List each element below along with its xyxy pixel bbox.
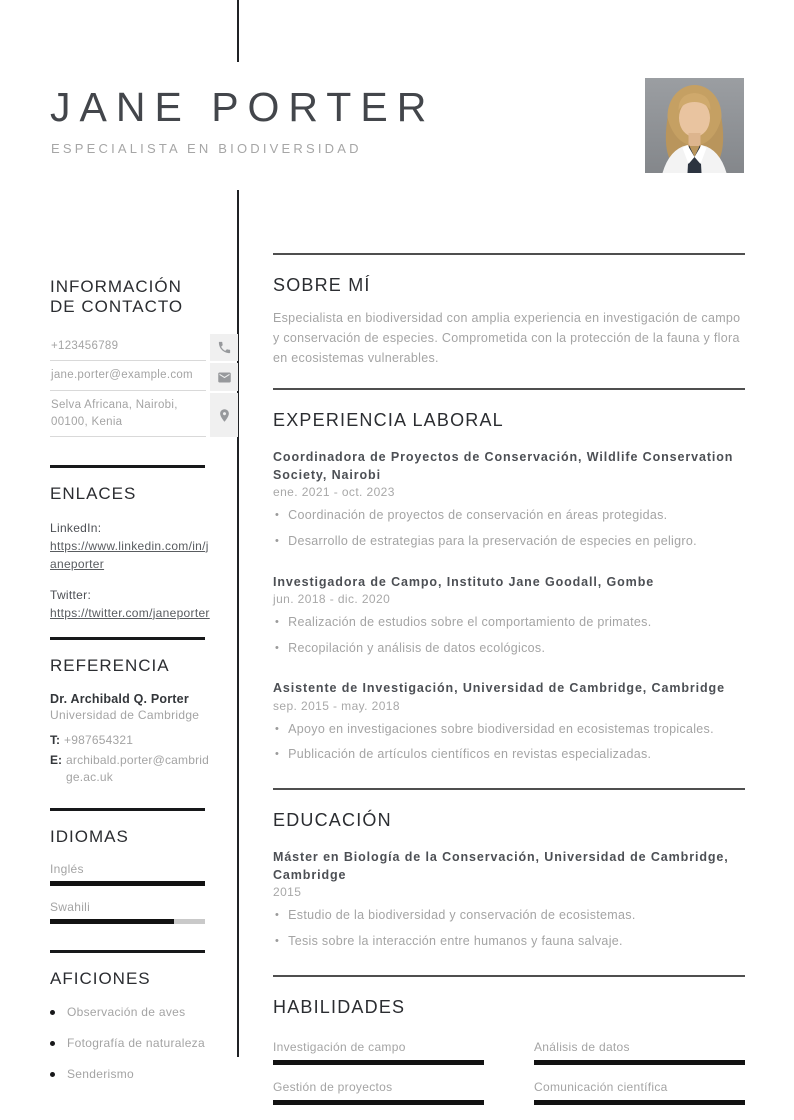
contact-row-phone xyxy=(50,334,238,362)
skill-level-track xyxy=(273,1060,484,1065)
bullet-text: Realización de estudios sobre el comportamiento de primates. xyxy=(288,614,652,629)
experience-entry xyxy=(273,573,745,658)
skill-level-track xyxy=(273,1100,484,1105)
skill-item xyxy=(273,1080,484,1105)
contact-list xyxy=(50,334,238,438)
about-section-heading: SOBRE MÍ xyxy=(273,275,371,295)
skill-name: Comunicación científica xyxy=(534,1079,668,1094)
degree-title: Máster en Biología de la Conservación, Universidad de Cambridge, Cambridge xyxy=(273,850,729,883)
bullet-text: Recopilación y análisis de datos ecológicos. xyxy=(288,640,546,655)
hobbies-section-heading: AFICIONES xyxy=(50,968,151,988)
job-title: Coordinadora de Proyectos de Conservación, Wildlife Conservation Society, Nairobi xyxy=(273,450,734,483)
bullet-text: Coordinación de proyectos de conservación en áreas protegidas. xyxy=(288,508,668,523)
phone-icon xyxy=(210,334,238,362)
skill-level-track xyxy=(534,1100,745,1105)
list-item xyxy=(50,1036,238,1050)
skill-level-bar xyxy=(273,1100,484,1105)
section-divider xyxy=(50,465,205,468)
contact-row-email xyxy=(50,363,238,391)
linkedin-link[interactable]: https://www.linkedin.com/in/janeporter xyxy=(50,538,209,571)
bullet-icon: • xyxy=(275,748,280,761)
sidebar xyxy=(50,277,238,1098)
language-item xyxy=(50,862,205,886)
degree-dates: 2015 xyxy=(273,885,302,900)
list-item xyxy=(273,639,745,658)
list-item xyxy=(50,1067,238,1081)
bullet-text: Desarrollo de estrategias para la preservación de especies en peligro. xyxy=(288,534,697,548)
bullet-icon xyxy=(50,1072,55,1077)
skill-name: Análisis de datos xyxy=(534,1039,630,1054)
job-dates: sep. 2015 - may. 2018 xyxy=(273,698,400,713)
hobby-label: Observación de aves xyxy=(67,1005,186,1020)
job-dates: ene. 2021 - oct. 2023 xyxy=(273,485,395,500)
address-value: Selva Africana, Nairobi, 00100, Kenia xyxy=(50,393,206,437)
skill-level-bar xyxy=(534,1060,745,1065)
list-item xyxy=(273,720,745,739)
phone-value: +123456789 xyxy=(50,334,206,362)
section-divider xyxy=(50,950,205,953)
list-item xyxy=(273,745,745,764)
reference-block xyxy=(50,692,238,786)
page-title: JANE PORTER xyxy=(50,84,436,130)
education-entry xyxy=(273,848,745,951)
bullet-icon: • xyxy=(275,535,280,547)
job-title: Investigadora de Campo, Instituto Jane Goodall, Gombe xyxy=(273,574,655,589)
bullet-icon: • xyxy=(275,641,280,654)
mail-icon xyxy=(210,363,238,391)
email-value: jane.porter@example.com xyxy=(50,363,206,391)
bullet-icon: • xyxy=(275,935,280,947)
twitter-link[interactable]: https://twitter.com/janeporter xyxy=(50,605,210,620)
language-level-bar xyxy=(50,919,174,924)
job-dates: jun. 2018 - dic. 2020 xyxy=(273,591,391,606)
bullet-text: Apoyo en investigaciones sobre biodiversidad en ecosistemas tropicales. xyxy=(288,721,714,736)
degree-bullets xyxy=(273,906,745,951)
bullet-icon: • xyxy=(275,909,280,922)
reference-phone-value: +987654321 xyxy=(64,733,134,748)
skill-item xyxy=(273,1040,484,1065)
skill-name: Gestión de proyectos xyxy=(273,1079,393,1094)
reference-email-label: E: xyxy=(50,752,62,767)
job-bullets xyxy=(273,720,745,765)
job-title: Asistente de Investigación, Universidad de Cambridge, Cambridge xyxy=(273,681,725,696)
bullet-text: Publicación de artículos científicos en revistas especializadas. xyxy=(288,747,652,762)
reference-phone-label: T: xyxy=(50,733,60,748)
job-title-subtitle: ESPECIALISTA EN BIODIVERSIDAD xyxy=(51,141,362,156)
job-bullets xyxy=(273,506,745,551)
skill-item xyxy=(534,1080,745,1105)
language-item xyxy=(50,900,205,924)
bullet-text: Estudio de la biodiversidad y conservación de ecosistemas. xyxy=(288,908,636,923)
hobbies-list xyxy=(50,1005,238,1081)
bullet-icon: • xyxy=(275,722,280,735)
reference-section-heading: REFERENCIA xyxy=(50,655,170,675)
reference-email-line xyxy=(50,752,210,787)
portrait-illustration xyxy=(645,78,744,173)
link-item-linkedin xyxy=(50,519,210,573)
language-level-track xyxy=(50,919,205,924)
horizontal-rule xyxy=(273,975,745,977)
bullet-text: Tesis sobre la interacción entre humanos y fauna salvaje. xyxy=(288,934,623,948)
skill-level-bar xyxy=(534,1100,745,1105)
list-item xyxy=(273,906,745,925)
hobby-label: Senderismo xyxy=(67,1067,135,1082)
experience-entry xyxy=(273,679,745,764)
linkedin-label: LinkedIn: xyxy=(50,520,102,535)
list-item xyxy=(273,932,745,951)
links-list xyxy=(50,519,238,622)
skill-level-bar xyxy=(273,1060,484,1065)
top-divider-line xyxy=(237,0,239,62)
language-level-bar xyxy=(50,881,205,886)
list-item xyxy=(273,613,745,632)
language-level-track xyxy=(50,881,205,886)
section-divider xyxy=(50,637,205,640)
skills-section-heading: HABILIDADES xyxy=(273,996,406,1017)
bullet-icon xyxy=(50,1010,55,1015)
education-section-heading: EDUCACIÓN xyxy=(273,810,392,830)
bullet-icon xyxy=(50,1041,55,1046)
list-item xyxy=(273,506,745,525)
skill-item xyxy=(534,1040,745,1065)
profile-photo xyxy=(645,78,744,173)
skills-grid xyxy=(273,1040,745,1105)
main-column xyxy=(273,245,745,1105)
bullet-icon: • xyxy=(275,509,280,522)
contact-section-heading: INFORMACIÓN DE CONTACTO xyxy=(50,277,184,317)
contact-row-address xyxy=(50,393,238,437)
twitter-label: Twitter: xyxy=(50,587,92,602)
reference-phone-line xyxy=(50,732,210,749)
skill-name: Investigación de campo xyxy=(273,1039,406,1054)
language-name: Inglés xyxy=(50,861,84,876)
list-item xyxy=(273,532,745,551)
languages-list xyxy=(50,862,238,924)
job-bullets xyxy=(273,613,745,658)
horizontal-rule xyxy=(273,253,745,255)
bullet-icon: • xyxy=(275,615,280,628)
skill-level-track xyxy=(534,1060,745,1065)
reference-organization: Universidad de Cambridge xyxy=(50,708,200,723)
languages-section-heading: IDIOMAS xyxy=(50,827,129,847)
section-divider xyxy=(50,808,205,811)
links-section-heading: ENLACES xyxy=(50,484,137,504)
reference-name: Dr. Archibald Q. Porter xyxy=(50,692,189,707)
experience-section-heading: EXPERIENCIA LABORAL xyxy=(273,410,504,430)
experience-entry xyxy=(273,448,745,551)
reference-email-value: archibald.porter@cambridge.ac.uk xyxy=(66,752,210,785)
about-text: Especialista en biodiversidad con amplia experiencia en investigación de campo y conservación de especies. Comprometida con la protección de la fauna y flora en ecosistemas vulnerables. xyxy=(273,311,741,365)
hobby-label: Fotografía de naturaleza xyxy=(67,1036,205,1051)
horizontal-rule xyxy=(273,788,745,790)
location-icon xyxy=(210,393,238,437)
link-item-twitter xyxy=(50,586,210,622)
list-item xyxy=(50,1005,238,1019)
horizontal-rule xyxy=(273,388,745,390)
language-name: Swahili xyxy=(50,899,91,914)
